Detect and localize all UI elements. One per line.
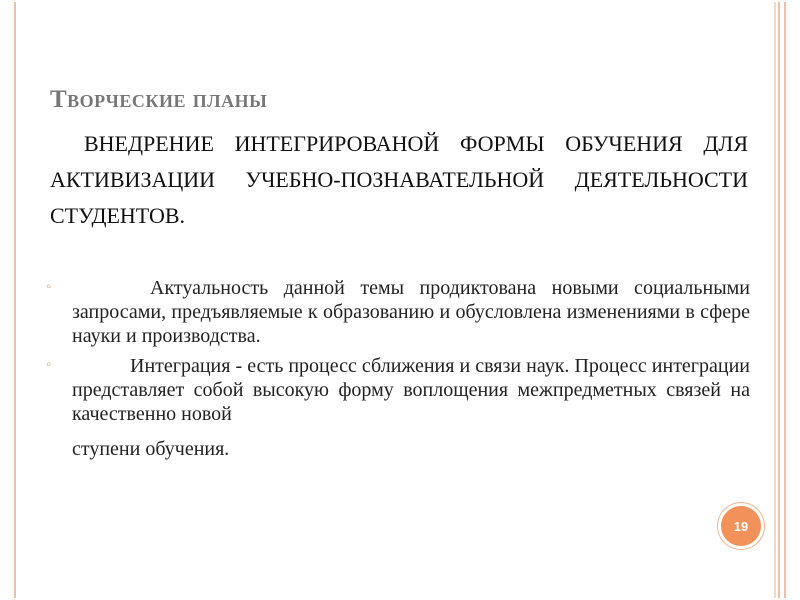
slide-frame-outer-line	[784, 2, 786, 598]
bullet-item	[46, 276, 750, 348]
empty-bullet-icon: ◦	[46, 357, 52, 373]
empty-bullet-icon: ◦	[46, 279, 52, 295]
slide-title: Творческие планы	[50, 86, 268, 113]
bullet-item	[46, 354, 750, 464]
slide-subtitle	[50, 126, 748, 234]
page-number-badge: 19	[718, 503, 764, 549]
subtitle-text: ВНЕДРЕНИЕ ИНТЕГРИРОВАНОЙ ФОРМЫ ОБУЧЕНИЯ ДЛЯ АКТИВИЗАЦИИ УЧЕБНО-ПОЗНАВАТЕЛЬНОЙ ДЕЯТЕЛЬНОСТИ СТУДЕНТОВ.	[50, 131, 748, 228]
bullet-text: Актуальность данной темы продиктована новыми социальными запросами, предъявляемые к образованию и обусловлена изменениями в сфере науки и производства.	[72, 277, 750, 347]
bullet-list	[46, 276, 750, 464]
bullet-text-last-line: ступени обучения.	[72, 438, 230, 460]
slide-frame-inner-line	[774, 2, 776, 598]
bullet-text: Интеграция - есть процесс сближения и связи наук. Процесс интеграции представляет собой высокую форму воплощения межпредметных связей на качественно новой	[72, 355, 750, 425]
